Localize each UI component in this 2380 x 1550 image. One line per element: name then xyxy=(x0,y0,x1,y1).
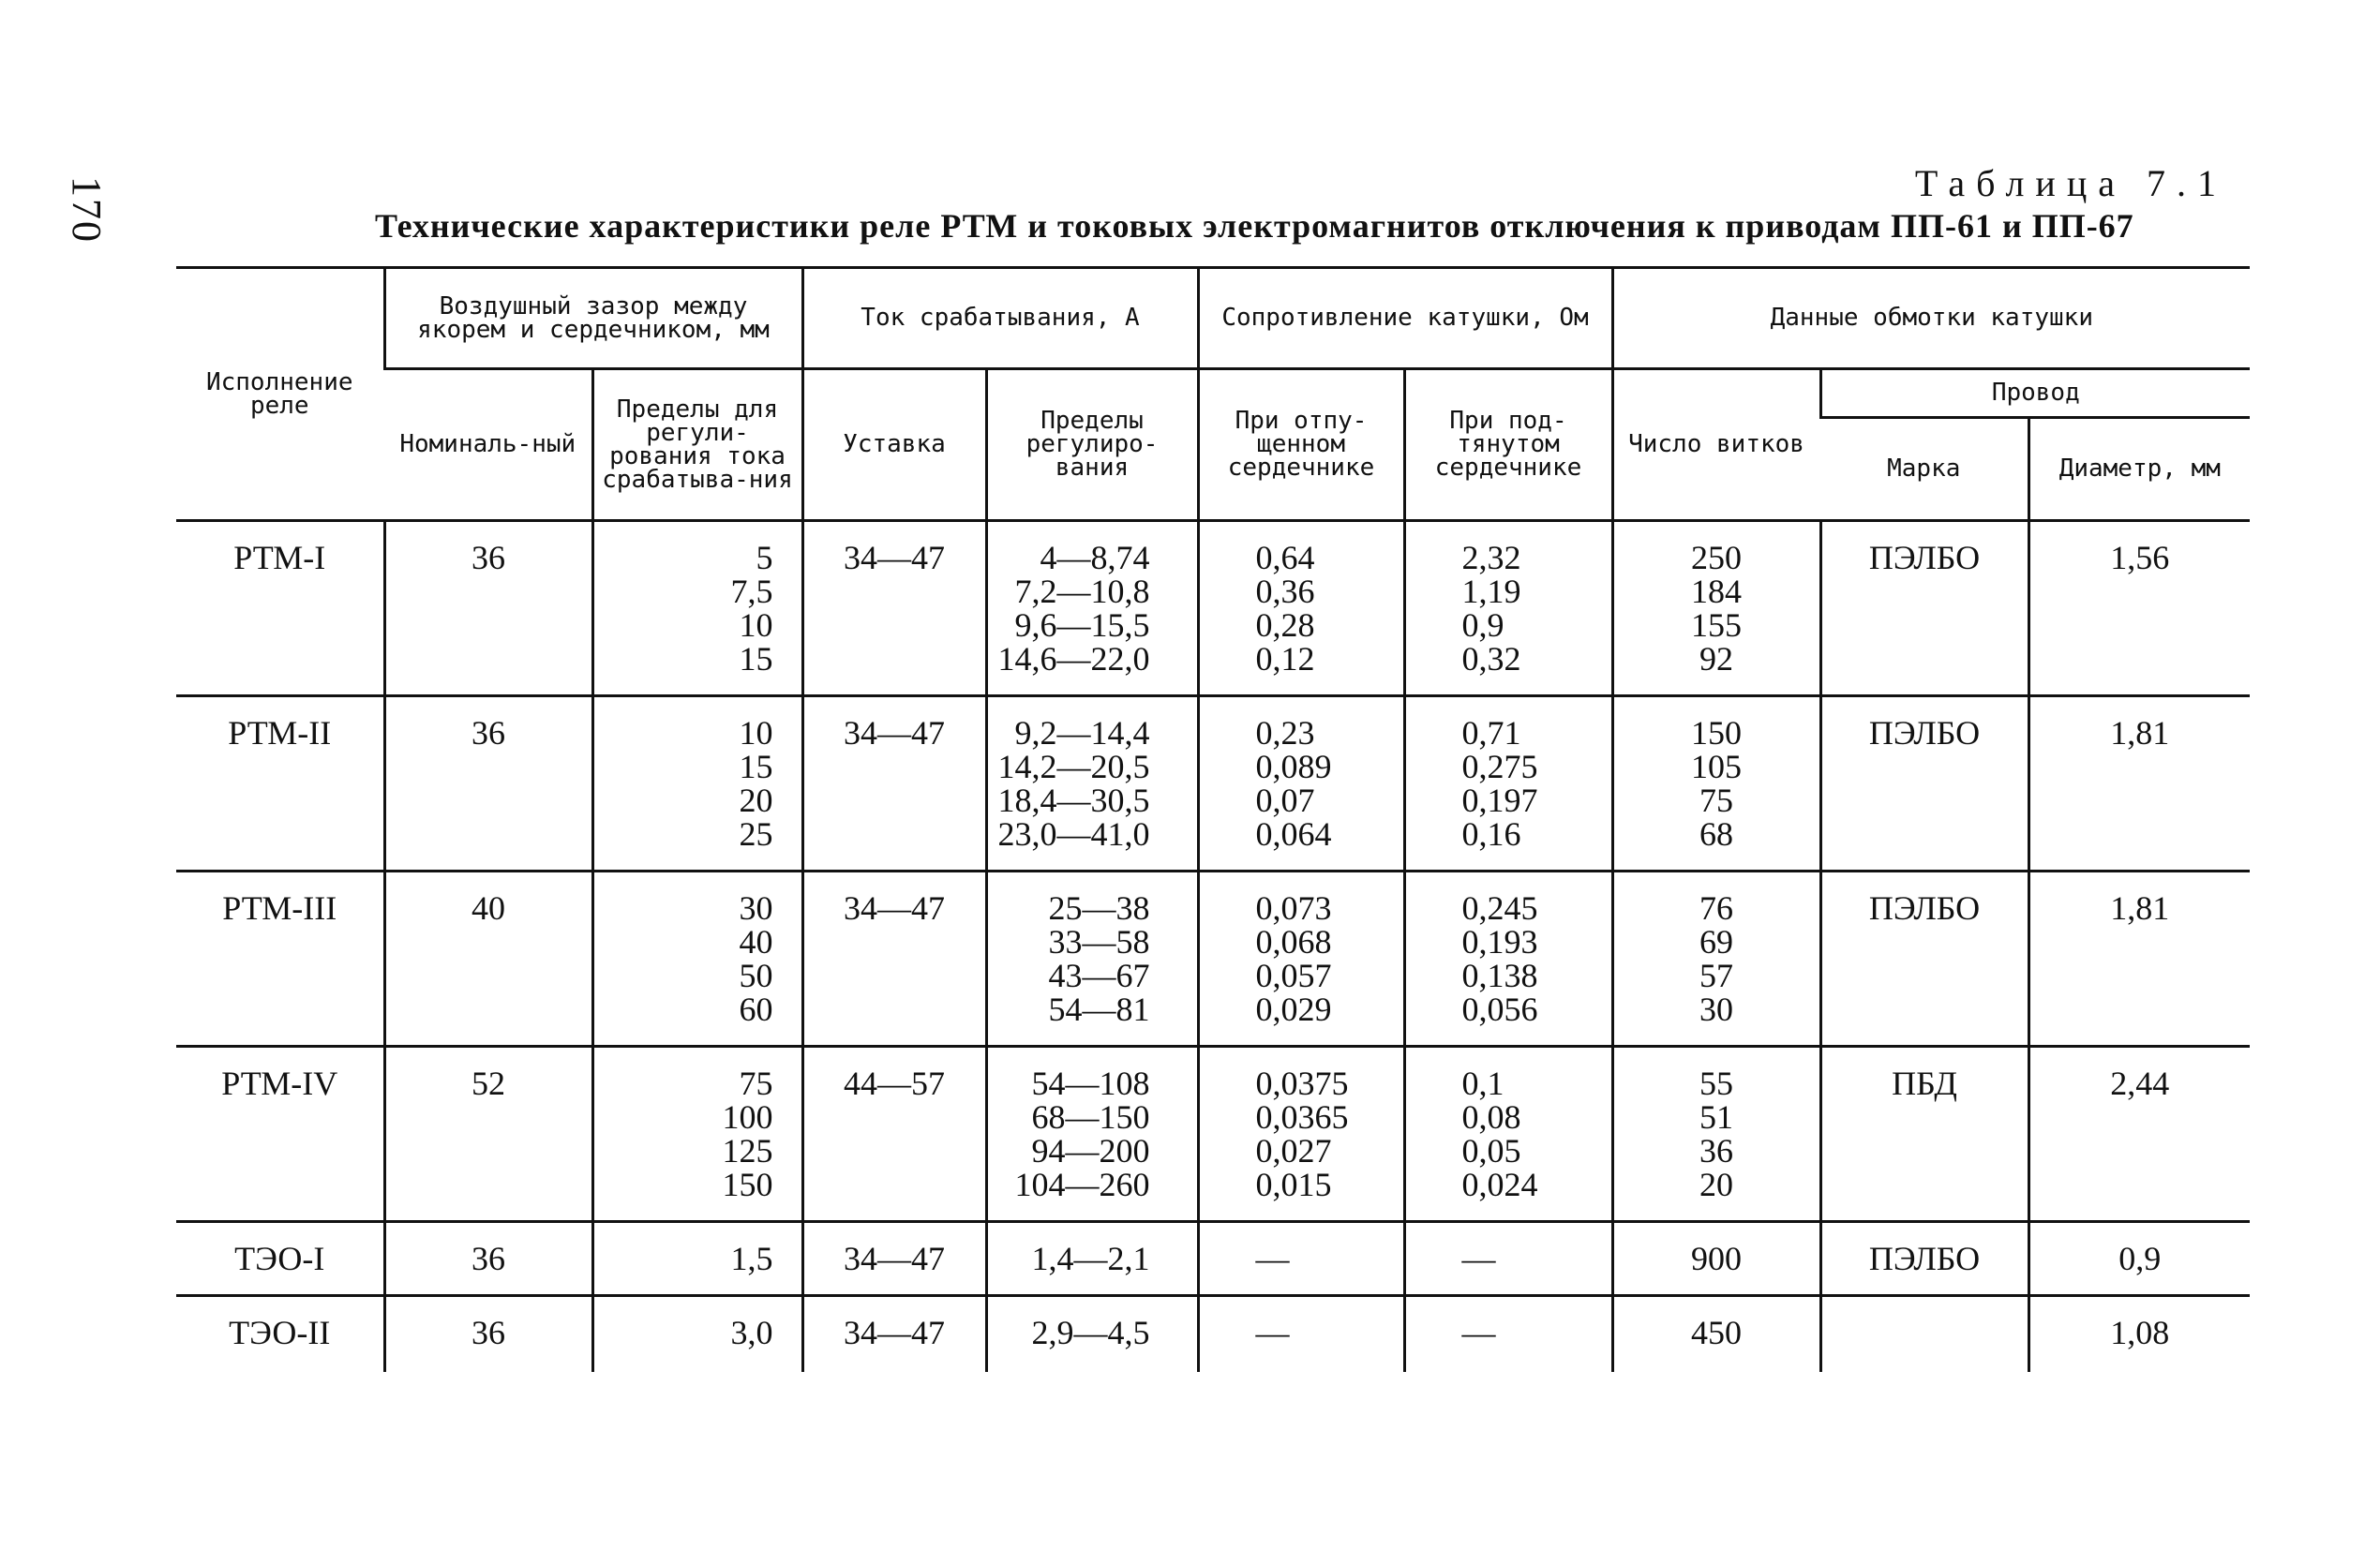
resistance-retracted xyxy=(1404,1047,1612,1222)
gap-limits-value: 1,5 xyxy=(730,1240,773,1277)
resistance-retracted-value: 0,71 xyxy=(1461,714,1521,752)
gap-limits xyxy=(592,1047,802,1222)
gap-limits xyxy=(592,521,802,696)
table-row xyxy=(176,521,2250,696)
resistance-released-value: 0,027 xyxy=(1255,1132,1332,1170)
gap-limits-value: 10 xyxy=(739,606,773,644)
resistance-released xyxy=(1198,521,1404,696)
gap-limits-value: 125 xyxy=(722,1132,773,1170)
spec-table xyxy=(176,266,2250,1372)
trip-setting: 34—47 xyxy=(802,696,986,872)
wire-grade: ПБД xyxy=(1820,1047,2028,1222)
resistance-retracted-value: 1,19 xyxy=(1461,573,1521,610)
regulation-limits xyxy=(986,521,1198,696)
resistance-released xyxy=(1198,1047,1404,1222)
turns-count-value: 105 xyxy=(1691,748,1743,785)
turns-count-value: 36 xyxy=(1699,1132,1734,1170)
wire-diameter: 0,9 xyxy=(2028,1222,2250,1296)
regulation-limits-value: 33—58 xyxy=(1048,923,1150,961)
gap-nominal: 36 xyxy=(384,1222,592,1296)
resistance-released xyxy=(1198,1222,1404,1296)
resistance-retracted-value: 0,024 xyxy=(1461,1166,1538,1203)
gap-nominal: 36 xyxy=(384,521,592,696)
regulation-limits xyxy=(986,1222,1198,1296)
gap-limits-value: 60 xyxy=(739,991,773,1028)
header-wire: Провод xyxy=(1820,369,2250,418)
table-label: Таблица 7.1 xyxy=(1914,162,2227,204)
table-row xyxy=(176,1296,2250,1373)
gap-limits xyxy=(592,872,802,1047)
turns-count-value: 75 xyxy=(1699,782,1734,819)
gap-limits-value: 7,5 xyxy=(730,573,773,610)
turns-count-value: 450 xyxy=(1691,1314,1743,1351)
header-winding-data: Данные обмотки катушки xyxy=(1612,268,2250,369)
resistance-released-value: — xyxy=(1255,1240,1290,1277)
resistance-released xyxy=(1198,696,1404,872)
resistance-released-value: 0,28 xyxy=(1255,606,1315,644)
gap-limits-value: 100 xyxy=(722,1098,773,1136)
relay-variant: РТМ-III xyxy=(176,872,384,1047)
gap-nominal: 40 xyxy=(384,872,592,1047)
regulation-limits-value: 4—8,74 xyxy=(1040,539,1150,576)
trip-setting: 44—57 xyxy=(802,1047,986,1222)
resistance-retracted xyxy=(1404,872,1612,1047)
regulation-limits-value: 25—38 xyxy=(1048,889,1150,927)
resistance-released-value: 0,068 xyxy=(1255,923,1332,961)
gap-limits-value: 40 xyxy=(739,923,773,961)
resistance-released-value: 0,057 xyxy=(1255,957,1332,994)
gap-limits-value: 15 xyxy=(739,748,773,785)
regulation-limits-value: 2,9—4,5 xyxy=(1031,1314,1150,1351)
gap-limits-value: 20 xyxy=(739,782,773,819)
regulation-limits xyxy=(986,696,1198,872)
header-retracted-core: При под-тянутом сердечнике xyxy=(1404,369,1612,521)
relay-variant: РТМ-IV xyxy=(176,1047,384,1222)
trip-setting: 34—47 xyxy=(802,1296,986,1373)
header-air-gap: Воздушный зазор между якорем и сердечником, мм xyxy=(384,268,802,369)
table-row xyxy=(176,1222,2250,1296)
turns-count-value: 51 xyxy=(1699,1098,1734,1136)
gap-limits-value: 5 xyxy=(756,539,773,576)
resistance-released-value: 0,23 xyxy=(1255,714,1315,752)
resistance-retracted-value: 0,32 xyxy=(1461,640,1521,678)
turns-count-value: 57 xyxy=(1699,957,1734,994)
resistance-released-value: 0,064 xyxy=(1255,815,1332,853)
header-setting: Уставка xyxy=(802,369,986,521)
wire-diameter: 1,81 xyxy=(2028,872,2250,1047)
header-wire-grade: Марка xyxy=(1820,418,2028,521)
resistance-released-value: 0,029 xyxy=(1255,991,1332,1028)
resistance-retracted-value: 0,16 xyxy=(1461,815,1521,853)
trip-setting: 34—47 xyxy=(802,872,986,1047)
table-row xyxy=(176,872,2250,1047)
resistance-retracted-value: 0,08 xyxy=(1461,1098,1521,1136)
gap-limits xyxy=(592,696,802,872)
resistance-retracted xyxy=(1404,1222,1612,1296)
header-wire-diameter: Диаметр, мм xyxy=(2028,418,2250,521)
resistance-retracted-value: 0,9 xyxy=(1461,606,1504,644)
wire-grade: ПЭЛБО xyxy=(1820,696,2028,872)
wire-diameter: 1,81 xyxy=(2028,696,2250,872)
regulation-limits xyxy=(986,1296,1198,1373)
turns-count-value: 150 xyxy=(1691,714,1743,752)
resistance-retracted-value: 0,056 xyxy=(1461,991,1538,1028)
resistance-retracted-value: — xyxy=(1461,1240,1496,1277)
gap-limits-value: 50 xyxy=(739,957,773,994)
resistance-released-value: 0,0365 xyxy=(1255,1098,1349,1136)
resistance-released xyxy=(1198,1296,1404,1373)
turns-count-value: 20 xyxy=(1699,1166,1734,1203)
regulation-limits-value: 1,4—2,1 xyxy=(1031,1240,1150,1277)
turns-count-value: 92 xyxy=(1699,640,1734,678)
regulation-limits-value: 23,0—41,0 xyxy=(997,815,1150,853)
turns-count-value: 76 xyxy=(1699,889,1734,927)
resistance-released-value: 0,07 xyxy=(1255,782,1315,819)
gap-nominal: 36 xyxy=(384,1296,592,1373)
gap-limits-value: 3,0 xyxy=(730,1314,773,1351)
wire-grade: ПЭЛБО xyxy=(1820,872,2028,1047)
regulation-limits xyxy=(986,872,1198,1047)
regulation-limits-value: 7,2—10,8 xyxy=(1014,573,1150,610)
resistance-retracted-value: 0,1 xyxy=(1461,1065,1504,1102)
turns-count-value: 155 xyxy=(1691,606,1743,644)
resistance-released-value: 0,073 xyxy=(1255,889,1332,927)
resistance-retracted-value: 0,245 xyxy=(1461,889,1538,927)
resistance-released-value: 0,015 xyxy=(1255,1166,1332,1203)
regulation-limits-value: 43—67 xyxy=(1048,957,1150,994)
resistance-retracted-value: 0,197 xyxy=(1461,782,1538,819)
relay-variant: ТЭО-I xyxy=(176,1222,384,1296)
table-body xyxy=(176,521,2250,1373)
turns-count xyxy=(1612,1296,1820,1373)
resistance-released-value: 0,0375 xyxy=(1255,1065,1349,1102)
header-variant: Исполнение реле xyxy=(176,268,384,521)
gap-limits-value: 30 xyxy=(739,889,773,927)
turns-count xyxy=(1612,521,1820,696)
turns-count xyxy=(1612,1222,1820,1296)
turns-count xyxy=(1612,696,1820,872)
regulation-limits-value: 54—81 xyxy=(1048,991,1150,1028)
gap-limits-value: 25 xyxy=(739,815,773,853)
gap-limits xyxy=(592,1296,802,1373)
turns-count-value: 30 xyxy=(1699,991,1734,1028)
regulation-limits-value: 104—260 xyxy=(1014,1166,1150,1203)
relay-variant: РТМ-I xyxy=(176,521,384,696)
relay-variant: ТЭО-II xyxy=(229,1314,331,1351)
turns-count-value: 68 xyxy=(1699,815,1734,853)
table-row xyxy=(176,1047,2250,1222)
regulation-limits-value: 14,6—22,0 xyxy=(997,640,1150,678)
resistance-retracted-value: 0,05 xyxy=(1461,1132,1521,1170)
regulation-limits-value: 54—108 xyxy=(1031,1065,1150,1102)
regulation-limits-value: 14,2—20,5 xyxy=(997,748,1150,785)
turns-count-value: 55 xyxy=(1699,1065,1734,1102)
wire-grade xyxy=(1820,1296,2028,1373)
turns-count xyxy=(1612,1047,1820,1222)
wire-diameter: 1,08 xyxy=(2028,1296,2250,1373)
regulation-limits-value: 9,6—15,5 xyxy=(1014,606,1150,644)
regulation-limits-value: 68—150 xyxy=(1031,1098,1150,1136)
regulation-limits xyxy=(986,1047,1198,1222)
resistance-retracted-value: 0,193 xyxy=(1461,923,1538,961)
table-row xyxy=(176,696,2250,872)
header-trip-current: Ток срабатывания, А xyxy=(802,268,1198,369)
wire-grade: ПЭЛБО xyxy=(1820,521,2028,696)
turns-count-value: 900 xyxy=(1691,1240,1743,1277)
header-released-core: При отпу-щенном сердечнике xyxy=(1198,369,1404,521)
turns-count-value: 250 xyxy=(1691,539,1743,576)
wire-diameter: 1,56 xyxy=(2028,521,2250,696)
gap-limits-value: 75 xyxy=(739,1065,773,1102)
turns-count xyxy=(1612,872,1820,1047)
resistance-released-value: 0,36 xyxy=(1255,573,1315,610)
header-gap-nominal: Номиналь-ный xyxy=(384,369,592,521)
header-coil-resistance: Сопротивление катушки, Ом xyxy=(1198,268,1612,369)
resistance-retracted xyxy=(1404,521,1612,696)
resistance-released xyxy=(1198,872,1404,1047)
regulation-limits-value: 94—200 xyxy=(1031,1132,1150,1170)
resistance-released-value: 0,12 xyxy=(1255,640,1315,678)
resistance-retracted xyxy=(1404,696,1612,872)
header-turns: Число витков xyxy=(1612,369,1820,521)
gap-nominal: 52 xyxy=(384,1047,592,1222)
resistance-retracted-value: 2,32 xyxy=(1461,539,1521,576)
resistance-retracted xyxy=(1404,1296,1612,1373)
gap-nominal: 36 xyxy=(384,696,592,872)
resistance-released-value: 0,64 xyxy=(1255,539,1315,576)
resistance-released-value: 0,089 xyxy=(1255,748,1332,785)
trip-setting: 34—47 xyxy=(802,521,986,696)
resistance-retracted-value: 0,138 xyxy=(1461,957,1538,994)
wire-grade: ПЭЛБО xyxy=(1820,1222,2028,1296)
resistance-released-value: — xyxy=(1255,1314,1290,1351)
regulation-limits-value: 18,4—30,5 xyxy=(997,782,1150,819)
trip-setting: 34—47 xyxy=(802,1222,986,1296)
header-regulation-limits: Пределы регулиро-вания xyxy=(986,369,1198,521)
gap-limits-value: 15 xyxy=(739,640,773,678)
relay-variant: РТМ-II xyxy=(176,696,384,872)
page-number: 170 xyxy=(64,176,110,244)
turns-count-value: 69 xyxy=(1699,923,1734,961)
regulation-limits-value: 9,2—14,4 xyxy=(1014,714,1150,752)
resistance-retracted-value: — xyxy=(1461,1314,1496,1351)
resistance-retracted-value: 0,275 xyxy=(1461,748,1538,785)
gap-limits-value: 150 xyxy=(722,1166,773,1203)
turns-count-value: 184 xyxy=(1691,573,1743,610)
gap-limits xyxy=(592,1222,802,1296)
table-title: Технические характеристики реле РТМ и токовых электромагнитов отключения к приводам ПП-61 и ПП-67 xyxy=(375,207,2134,245)
gap-limits-value: 10 xyxy=(739,714,773,752)
wire-diameter: 2,44 xyxy=(2028,1047,2250,1222)
header-gap-limits: Пределы для регули-рования тока срабатыва-ния xyxy=(592,369,802,521)
